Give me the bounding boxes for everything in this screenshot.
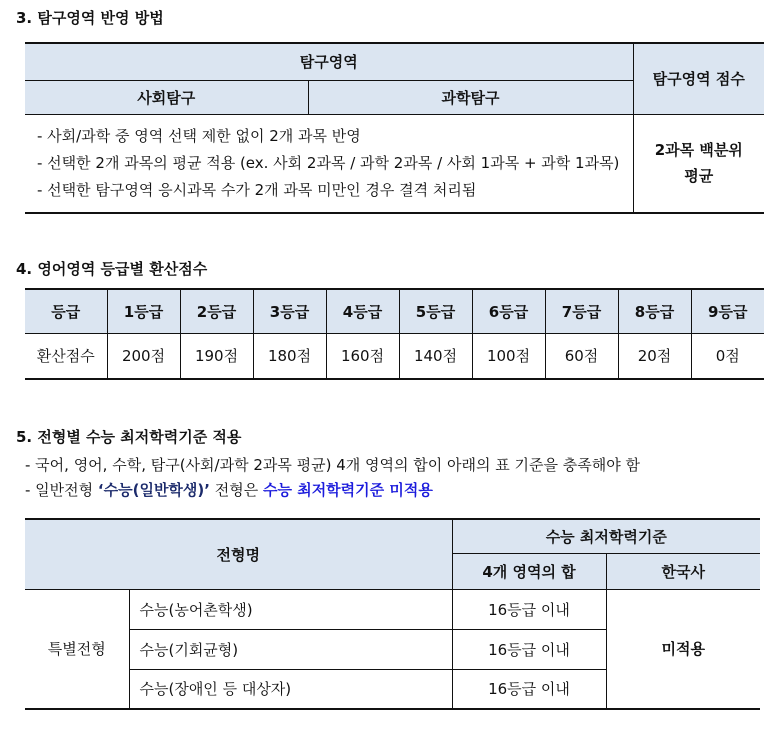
admission-name-cell: 수능(농어촌학생) bbox=[129, 589, 452, 629]
exploration-table bbox=[25, 42, 764, 214]
grade-cell: 3등급 bbox=[253, 289, 326, 333]
score-cell: 0점 bbox=[691, 333, 764, 379]
admission-name-cell: 수능(기회균형) bbox=[129, 629, 452, 669]
score-line: 2과목 백분위 bbox=[654, 141, 743, 160]
section5-title: 5. 전형별 수능 최저학력기준 적용 bbox=[16, 428, 242, 446]
grade-cell: 2등급 bbox=[180, 289, 253, 333]
category-cell: 특별전형 bbox=[25, 589, 129, 709]
social-header: 사회탐구 bbox=[25, 80, 308, 114]
history-header: 한국사 bbox=[606, 553, 760, 589]
history-cell: 미적용 bbox=[606, 589, 760, 709]
grade-row-header: 등급 bbox=[25, 289, 107, 333]
minimum-standard-table bbox=[25, 518, 760, 710]
sum-cell: 16등급 이내 bbox=[452, 669, 606, 709]
section4-title: 4. 영어영역 등급별 환산점수 bbox=[16, 260, 208, 278]
score-cell: 100점 bbox=[472, 333, 545, 379]
exploration-group-header: 탐구영역 bbox=[25, 43, 633, 80]
admission-type-header: 전형명 bbox=[25, 519, 452, 589]
exploration-rules bbox=[25, 114, 633, 213]
score-cell: 180점 bbox=[253, 333, 326, 379]
section3-title: 3. 탐구영역 반영 방법 bbox=[16, 9, 164, 27]
rule-item: - 선택한 탐구영역 응시과목 수가 2개 과목 미만인 경우 결격 처리됨 bbox=[37, 180, 477, 199]
sum-cell: 16등급 이내 bbox=[452, 629, 606, 669]
sum-header: 4개 영역의 합 bbox=[452, 553, 606, 589]
score-row-header: 환산점수 bbox=[25, 333, 107, 379]
grade-cell: 9등급 bbox=[691, 289, 764, 333]
score-cell: 200점 bbox=[107, 333, 180, 379]
section5-note-1: - 국어, 영어, 수학, 탐구(사회/과학 2과목 평균) 4개 영역의 합이 아래의 표 기준을 충족해야 함 bbox=[25, 456, 640, 474]
grade-cell: 6등급 bbox=[472, 289, 545, 333]
score-cell: 140점 bbox=[399, 333, 472, 379]
grade-cell: 1등급 bbox=[107, 289, 180, 333]
grade-cell: 5등급 bbox=[399, 289, 472, 333]
exploration-score-value bbox=[633, 114, 764, 213]
sum-cell: 16등급 이내 bbox=[452, 589, 606, 629]
score-cell: 60점 bbox=[545, 333, 618, 379]
note2-mid: 전형은 bbox=[209, 481, 263, 499]
note2-prefix: - 일반전형 bbox=[25, 481, 98, 499]
grade-cell: 4등급 bbox=[326, 289, 399, 333]
admission-name-cell: 수능(장애인 등 대상자) bbox=[129, 669, 452, 709]
score-line: 평균 bbox=[684, 167, 714, 186]
rule-item: - 사회/과학 중 영역 선택 제한 없이 2개 과목 반영 bbox=[37, 126, 361, 145]
section5-note-2 bbox=[25, 480, 433, 500]
science-header: 과학탐구 bbox=[308, 80, 633, 114]
score-cell: 20점 bbox=[618, 333, 691, 379]
grade-cell: 7등급 bbox=[545, 289, 618, 333]
english-grade-table bbox=[25, 288, 764, 380]
score-cell: 160점 bbox=[326, 333, 399, 379]
score-cell: 190점 bbox=[180, 333, 253, 379]
note2-quote: ‘수능(일반학생)’ bbox=[97, 481, 210, 499]
minimum-standard-header: 수능 최저학력기준 bbox=[452, 519, 760, 553]
note2-highlight: 수능 최저학력기준 미적용 bbox=[263, 481, 433, 499]
exploration-score-header: 탐구영역 점수 bbox=[633, 43, 764, 114]
grade-cell: 8등급 bbox=[618, 289, 691, 333]
rule-item: - 선택한 2개 과목의 평균 적용 (ex. 사회 2과목 / 과학 2과목 / 사회 1과목 + 과학 1과목) bbox=[37, 153, 620, 172]
